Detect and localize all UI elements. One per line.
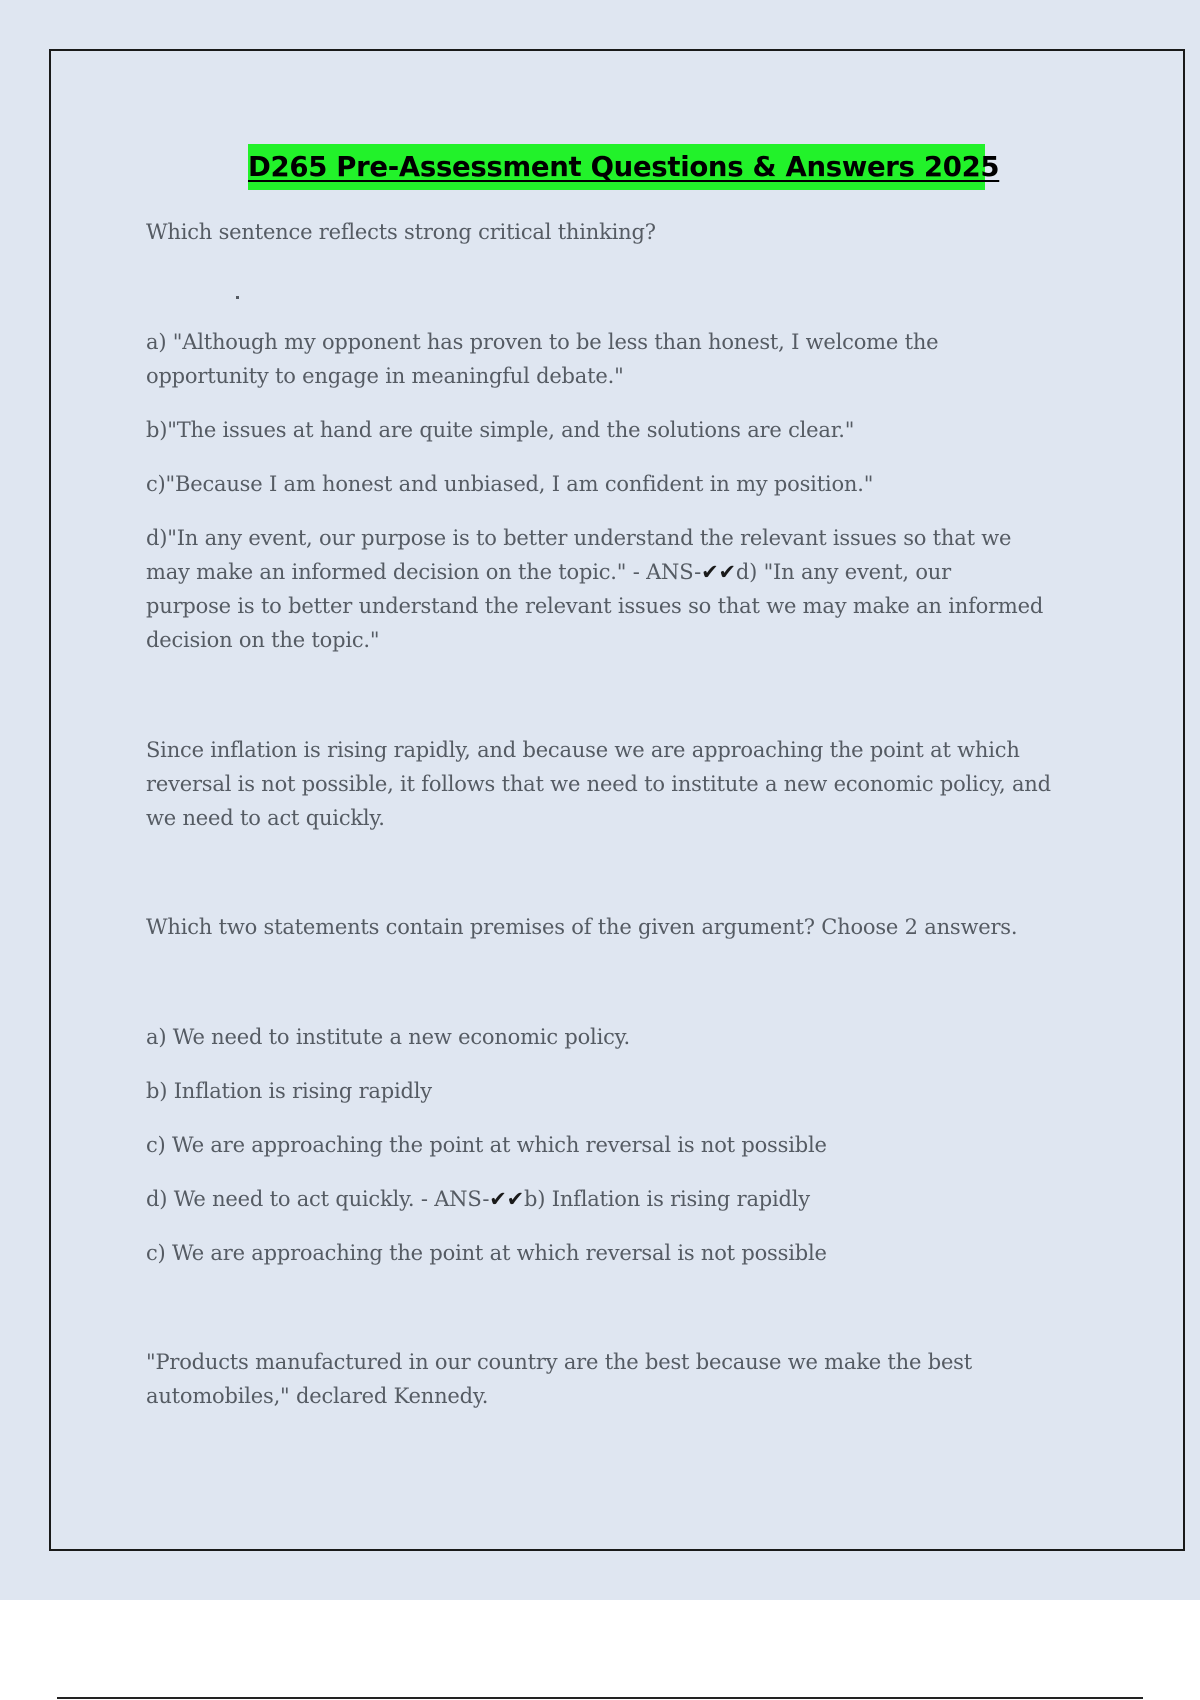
- passage-line2: reversal is not possible, it follows that we need to institute a new economic policy, and: [146, 772, 1051, 796]
- q1-option-d-line1: d)"In any event, our purpose is to better understand the relevant issues so that we: [146, 526, 1012, 550]
- q1-option-d-line2-post: d) "In any event, our: [735, 560, 951, 584]
- q1-option-d-line2-pre: may make an informed decision on the topic." - ANS-: [146, 560, 702, 584]
- q1-answer-line3: purpose is to better understand the relevant issues so that we may make an informed: [146, 594, 1044, 618]
- q2-checkmark-icon: ✔✔: [489, 1187, 525, 1211]
- passage-line3: we need to act quickly.: [146, 806, 385, 830]
- stray-dot: [236, 296, 239, 299]
- passage-line1: Since inflation is rising rapidly, and because we are approaching the point at which: [146, 738, 1020, 762]
- q2-option-d-pre: d) We need to act quickly. - ANS-: [146, 1187, 490, 1211]
- q3-line1: "Products manufactured in our country are the best because we make the best: [146, 1350, 972, 1374]
- q1-option-a-line1: a) "Although my opponent has proven to be less than honest, I welcome the: [146, 330, 939, 354]
- q2-answer-part2: c) We are approaching the point at which reversal is not possible: [146, 1241, 827, 1265]
- q2-option-c: c) We are approaching the point at which reversal is not possible: [146, 1133, 827, 1157]
- document-title: D265 Pre-Assessment Questions & Answers 2025: [248, 144, 985, 190]
- q2-answer-part1: b) Inflation is rising rapidly: [524, 1187, 810, 1211]
- q3-line2: automobiles," declared Kennedy.: [146, 1384, 489, 1408]
- footer-rule: [57, 1697, 1143, 1699]
- q2-prompt: Which two statements contain premises of the given argument? Choose 2 answers.: [146, 915, 1018, 939]
- q1-option-a-line2: opportunity to engage in meaningful debate.": [146, 364, 624, 388]
- q1-option-d-line2: [146, 555, 951, 589]
- q1-prompt: Which sentence reflects strong critical thinking?: [146, 220, 656, 244]
- q1-option-c: c)"Because I am honest and unbiased, I am confident in my position.": [146, 472, 874, 496]
- title-row: [0, 144, 1200, 192]
- q1-answer-line4: decision on the topic.": [146, 628, 380, 652]
- q2-option-b: b) Inflation is rising rapidly: [146, 1079, 432, 1103]
- q2-option-a: a) We need to institute a new economic policy.: [146, 1025, 630, 1049]
- q1-checkmark-icon: ✔✔: [701, 560, 736, 584]
- q1-option-b: b)"The issues at hand are quite simple, and the solutions are clear.": [146, 418, 855, 442]
- q2-option-d: [146, 1182, 810, 1216]
